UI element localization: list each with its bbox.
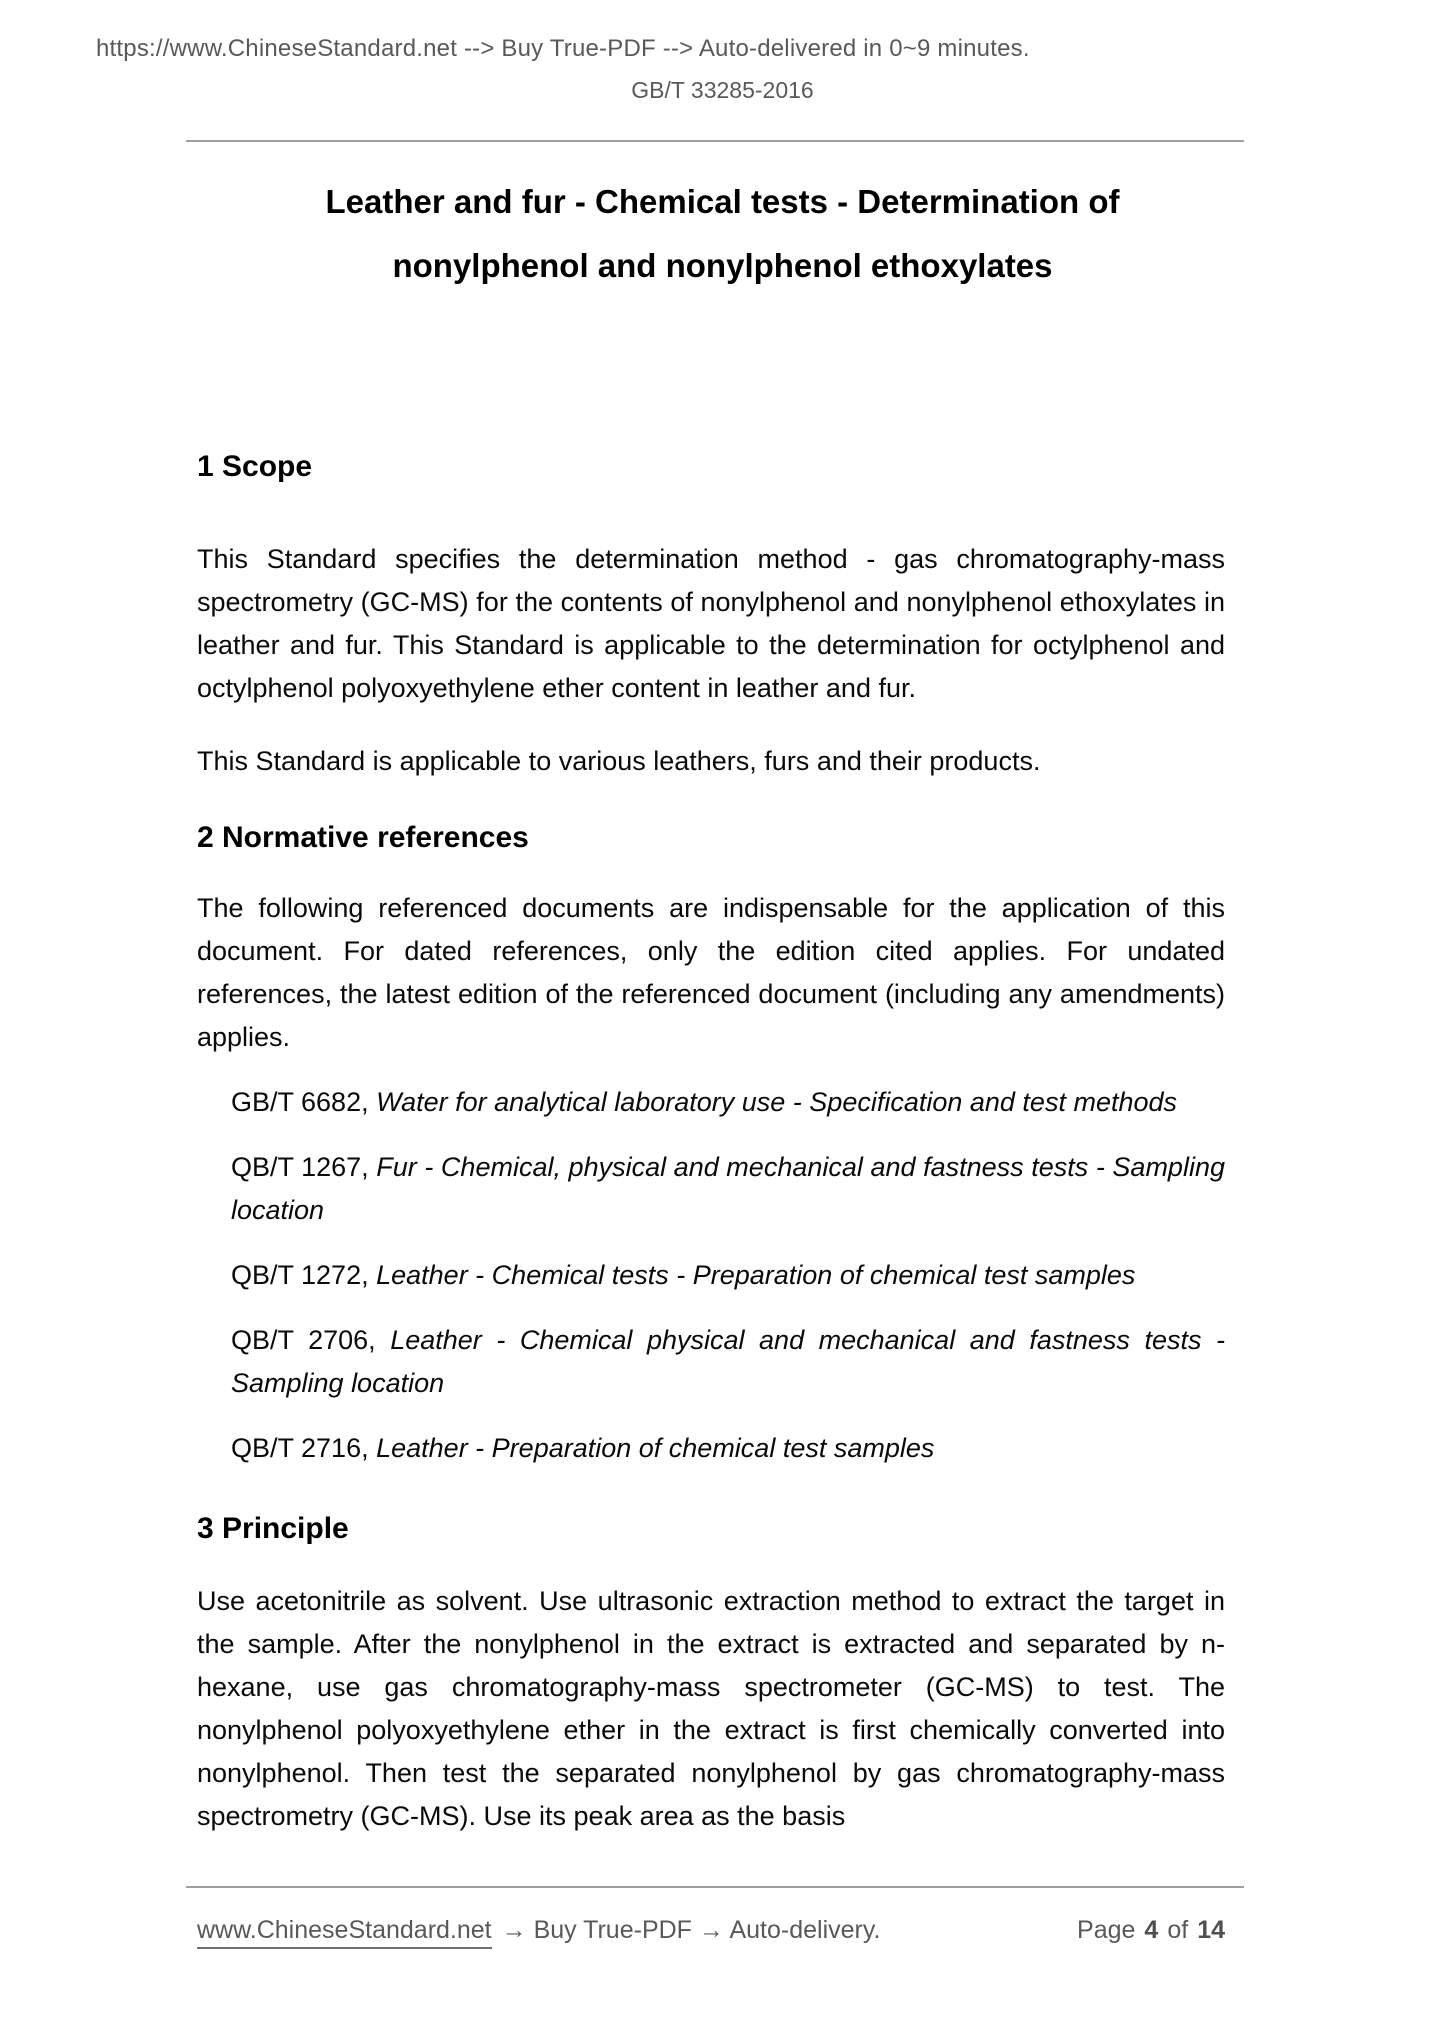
reference-item bbox=[231, 1081, 1225, 1124]
footer-row bbox=[197, 1914, 1225, 1949]
scope-paragraph-1: This Standard specifies the determination method - gas chromatography-mass spectrometry (GC-MS) for the contents of nonylphenol and nonylphenol ethoxylates in leather and fur. This Standard is applicable to the determination for octylphenol and octylphenol polyoxyethylene ether content in leather and fur. bbox=[197, 544, 1225, 703]
page-total-number: 14 bbox=[1197, 1916, 1225, 1944]
page-label: Page bbox=[1077, 1916, 1136, 1944]
section-heading-principle: 3 Principle bbox=[197, 1512, 349, 1545]
reference-item bbox=[231, 1254, 1225, 1297]
page-indicator bbox=[1077, 1914, 1225, 1946]
reference-title: Fur - Chemical, physical and mechanical and fastness tests - Sampling location bbox=[231, 1152, 1225, 1225]
document-title-line-1: Leather and fur - Chemical tests - Determination of bbox=[325, 183, 1120, 220]
reference-title: Water for analytical laboratory use - Specification and test methods bbox=[376, 1087, 1178, 1117]
reference-code: QB/T 2716, bbox=[231, 1433, 369, 1463]
reference-title: Leather - Preparation of chemical test samples bbox=[376, 1433, 935, 1463]
header-url-text: https://www.ChineseStandard.net --> Buy True-PDF --> Auto-delivered in 0~9 minutes. bbox=[96, 35, 1030, 62]
reference-item bbox=[231, 1427, 1225, 1470]
footer-delivery-text: → Buy True-PDF → Auto-delivery. bbox=[501, 1916, 881, 1944]
header-divider-rule bbox=[186, 140, 1244, 142]
footer-site-link[interactable]: www.ChineseStandard.net bbox=[197, 1914, 492, 1949]
reference-title: Leather - Chemical tests - Preparation of chemical test samples bbox=[376, 1260, 1136, 1290]
section-heading-normative-references: 2 Normative references bbox=[197, 821, 529, 854]
reference-title: Leather - Chemical physical and mechanical and fastness tests - Sampling location bbox=[231, 1325, 1225, 1398]
reference-item bbox=[231, 1146, 1225, 1232]
document-title-line-2: nonylphenol and nonylphenol ethoxylates bbox=[392, 247, 1053, 284]
reference-code: QB/T 2706, bbox=[231, 1325, 376, 1355]
page-of-label: of bbox=[1167, 1916, 1189, 1944]
footer-divider-rule bbox=[186, 1886, 1244, 1888]
section-heading-scope: 1 Scope bbox=[197, 450, 313, 483]
footer-delivery-line bbox=[197, 1914, 880, 1949]
reference-item bbox=[231, 1319, 1225, 1405]
header-standard-number: GB/T 33285-2016 bbox=[631, 77, 814, 103]
normative-intro-paragraph: The following referenced documents are indispensable for the application of this document. For dated references, only the edition cited applies. For undated references, the latest edition of the referenced document (including any amendments) applies. bbox=[197, 893, 1225, 1052]
page-footer bbox=[0, 1886, 1445, 1949]
reference-code: QB/T 1267, bbox=[231, 1152, 369, 1182]
page-current-number: 4 bbox=[1144, 1916, 1159, 1944]
document-title bbox=[100, 170, 1345, 298]
document-body bbox=[197, 448, 1225, 1838]
reference-code: GB/T 6682, bbox=[231, 1087, 369, 1117]
principle-paragraph: Use acetonitrile as solvent. Use ultrasonic extraction method to extract the target in the sample. After the nonylphenol in the extract is extracted and separated by n-hexane, use gas chromatography-mass spectrometer (GC-MS) to test. The nonylphenol polyoxyethylene ether in the extract is first chemically converted into nonylphenol. Then test the separated nonylphenol by gas chromatography-mass spectrometry (GC-MS). Use its peak area as the basis bbox=[197, 1586, 1225, 1831]
reference-code: QB/T 1272, bbox=[231, 1260, 369, 1290]
page-header bbox=[0, 0, 1445, 104]
scope-paragraph-2: This Standard is applicable to various leathers, furs and their products. bbox=[197, 746, 1041, 776]
